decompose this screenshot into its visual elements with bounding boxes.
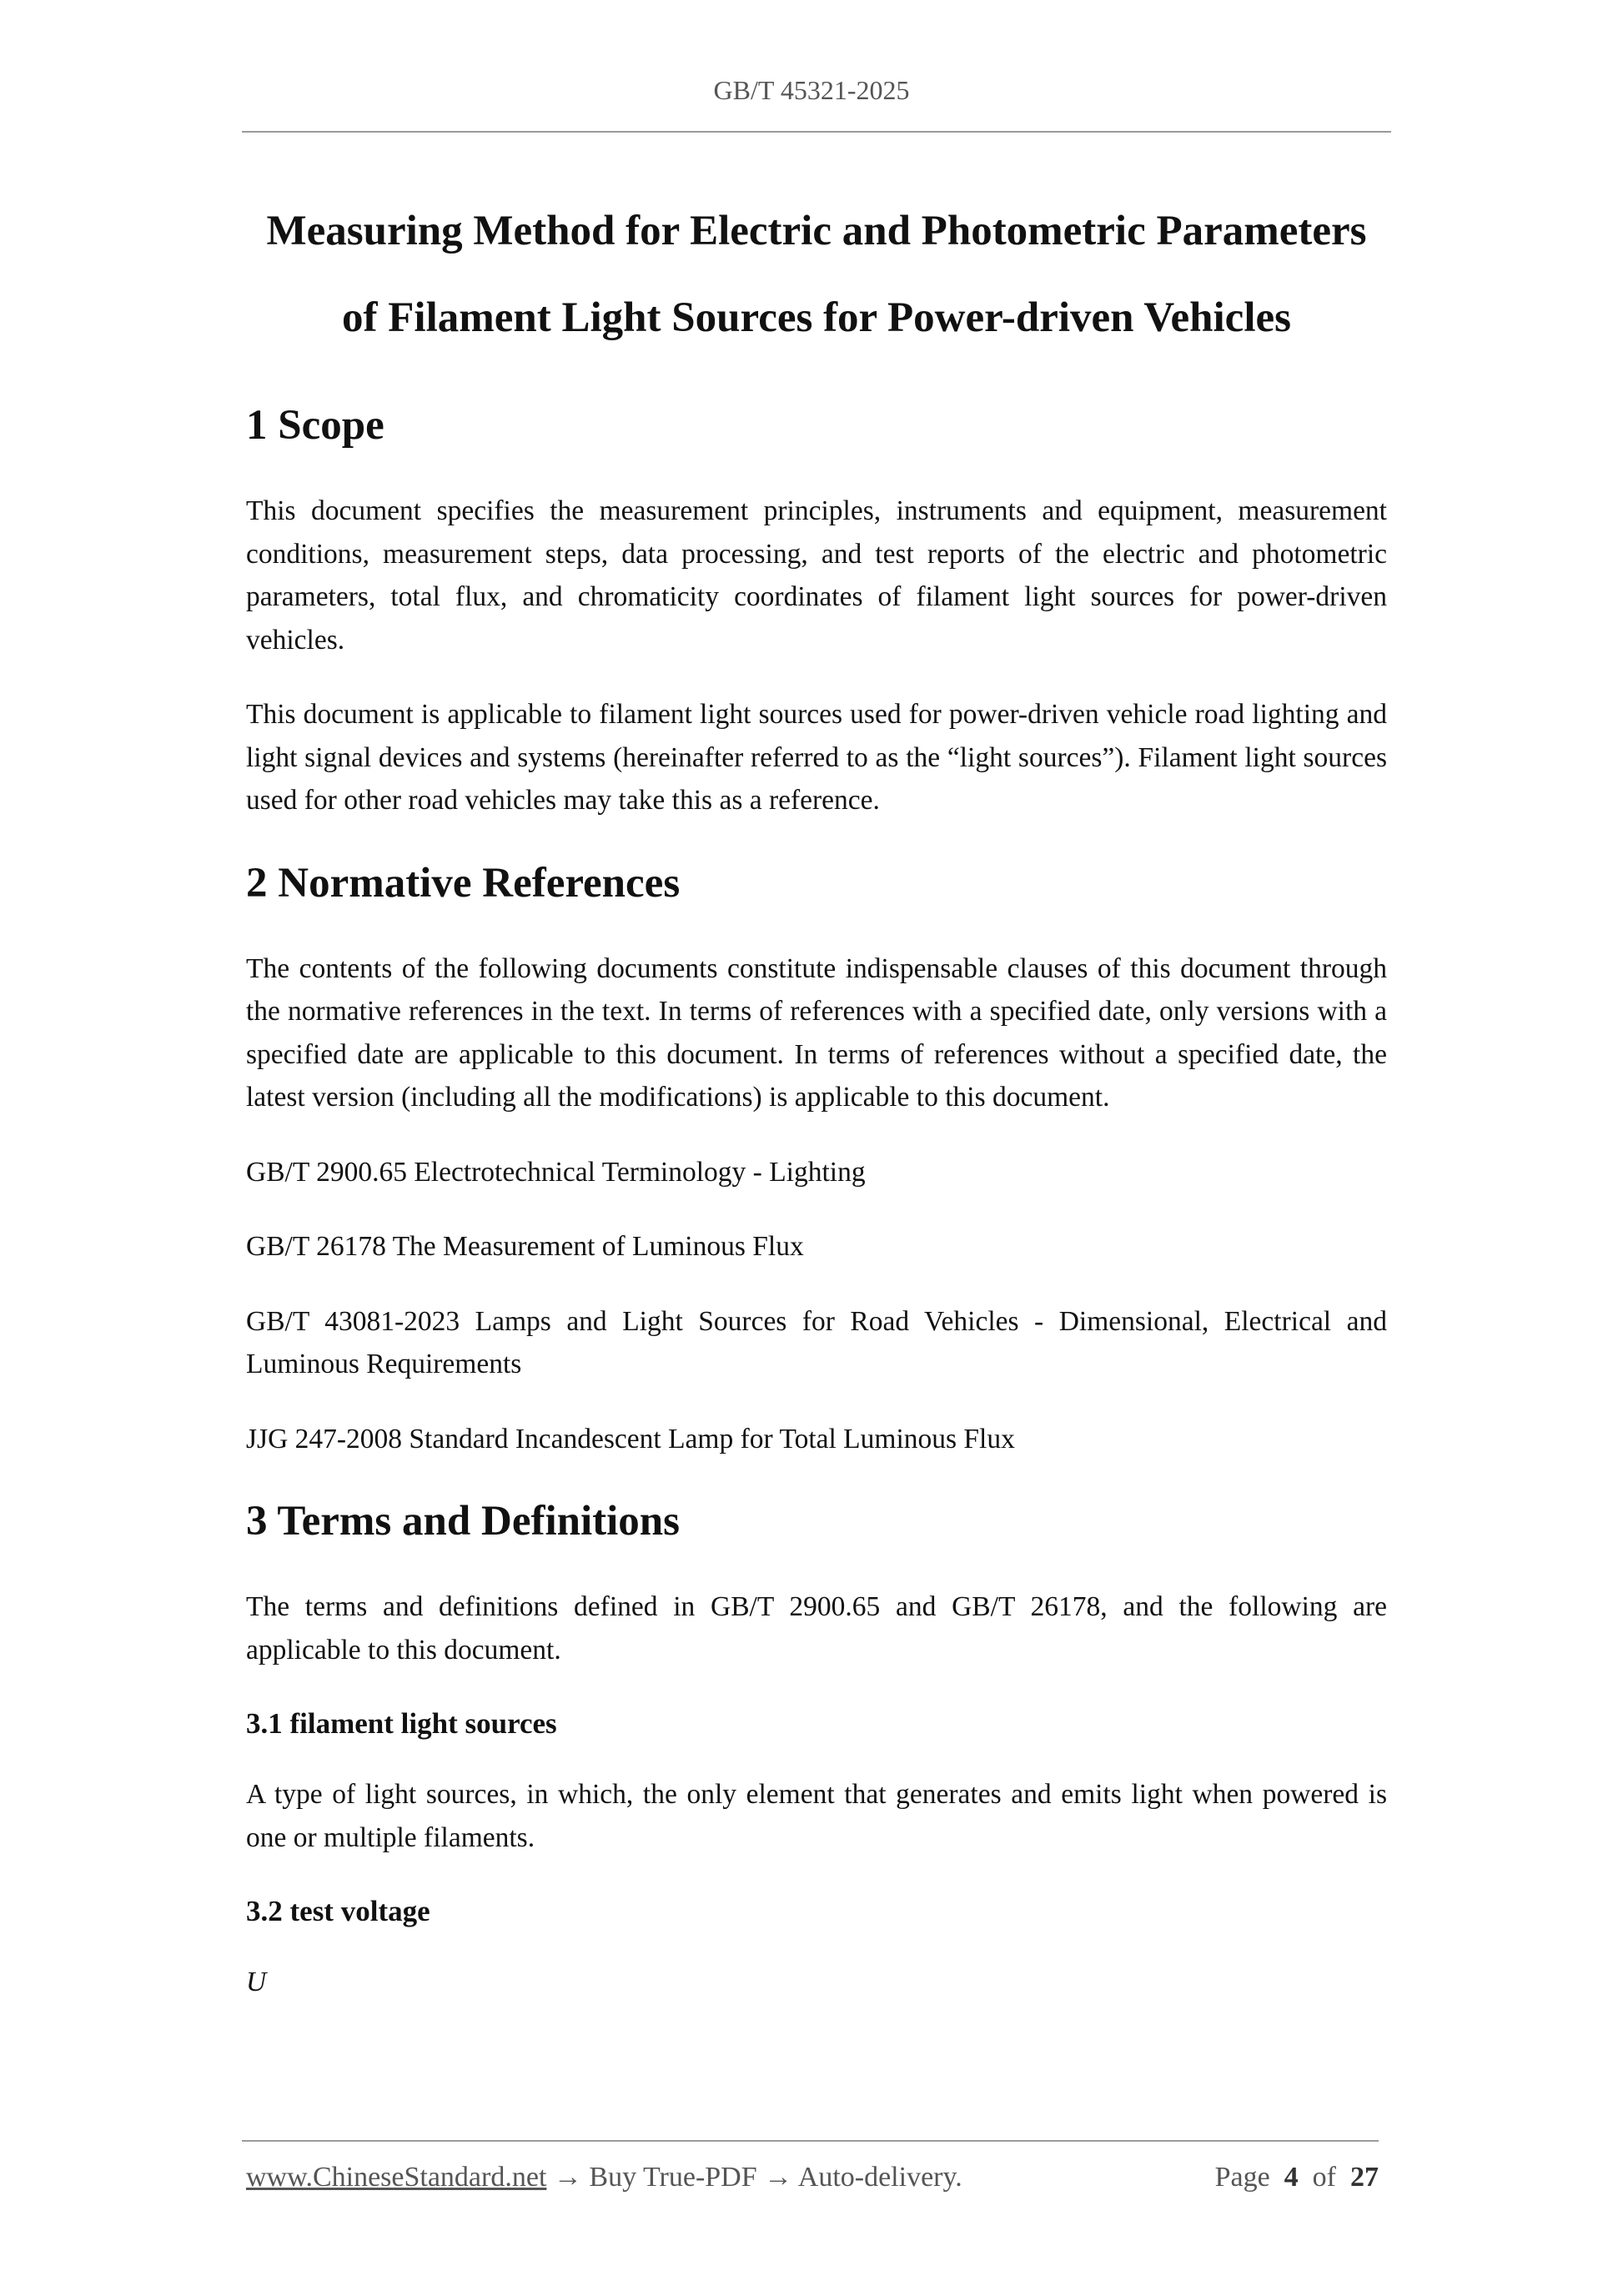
footer-page-total: 27 bbox=[1350, 2162, 1379, 2193]
footer-divider bbox=[242, 2140, 1379, 2142]
scope-paragraph-2: This document is applicable to filament light sources used for power-driven vehicle road lighting and light signal devices and systems (hereinafter referred to as the “light sources”). Filament light sources used for other road vehicles may take this as a reference. bbox=[246, 699, 1387, 816]
header-standard-code: GB/T 45321-2025 bbox=[713, 75, 910, 105]
page-content bbox=[246, 188, 1387, 2004]
footer-promo-text: → Buy True-PDF → Auto-delivery. bbox=[546, 2162, 962, 2193]
document-title bbox=[246, 188, 1387, 361]
document-title-line-2: of Filament Light Sources for Power-driven Vehicles bbox=[342, 294, 1291, 341]
footer-page-current: 4 bbox=[1284, 2162, 1299, 2193]
term-heading-test-voltage: 3.2 test voltage bbox=[246, 1895, 430, 1927]
scope-paragraph-1: This document specifies the measurement principles, instruments and equipment, measurement conditions, measurement steps, data processing, and test reports of the electric and photometric parameters, total flux, and chromaticity coordinates of filament light sources for power-driven vehicles. bbox=[246, 495, 1387, 656]
term-heading-filament-light-sources: 3.1 filament light sources bbox=[246, 1707, 557, 1740]
footer-site-link[interactable]: www.ChineseStandard.net bbox=[246, 2162, 547, 2193]
header-divider bbox=[242, 131, 1391, 133]
page-footer bbox=[246, 2162, 1379, 2193]
term-definition-filament-light-sources: A type of light sources, in which, the only element that generates and emits light when powered is one or multiple filaments. bbox=[246, 1779, 1387, 1853]
terms-intro: The terms and definitions defined in GB/T 2900.65 and GB/T 26178, and the following are applicable to this document. bbox=[246, 1591, 1387, 1665]
footer-page-number: Page 4 of 27 bbox=[1214, 2162, 1379, 2193]
normative-reference-item: GB/T 26178 The Measurement of Luminous Flux bbox=[246, 1231, 804, 1262]
normative-references-intro: The contents of the following documents constitute indispensable clauses of this document through the normative references in the text. In terms of references with a specified date, only versions with a specified date are applicable to this document. In terms of references without a specified date, the latest version (including all the modifications) is applicable to this document. bbox=[246, 952, 1387, 1113]
section-heading-terms-definitions: 3 Terms and Definitions bbox=[246, 1498, 681, 1545]
normative-reference-item: JJG 247-2008 Standard Incandescent Lamp for Total Luminous Flux bbox=[246, 1423, 1015, 1454]
normative-reference-item: GB/T 2900.65 Electrotechnical Terminology - Lighting bbox=[246, 1156, 866, 1188]
footer-promo bbox=[246, 2162, 962, 2193]
normative-reference-item: GB/T 43081-2023 Lamps and Light Sources for Road Vehicles - Dimensional, Electrical and Luminous Requirements bbox=[246, 1305, 1387, 1379]
section-heading-normative-references: 2 Normative References bbox=[246, 859, 681, 907]
document-title-line-1: Measuring Method for Electric and Photometric Parameters bbox=[266, 208, 1367, 254]
term-symbol-test-voltage: U bbox=[246, 1967, 267, 1997]
section-heading-scope: 1 Scope bbox=[246, 402, 384, 449]
